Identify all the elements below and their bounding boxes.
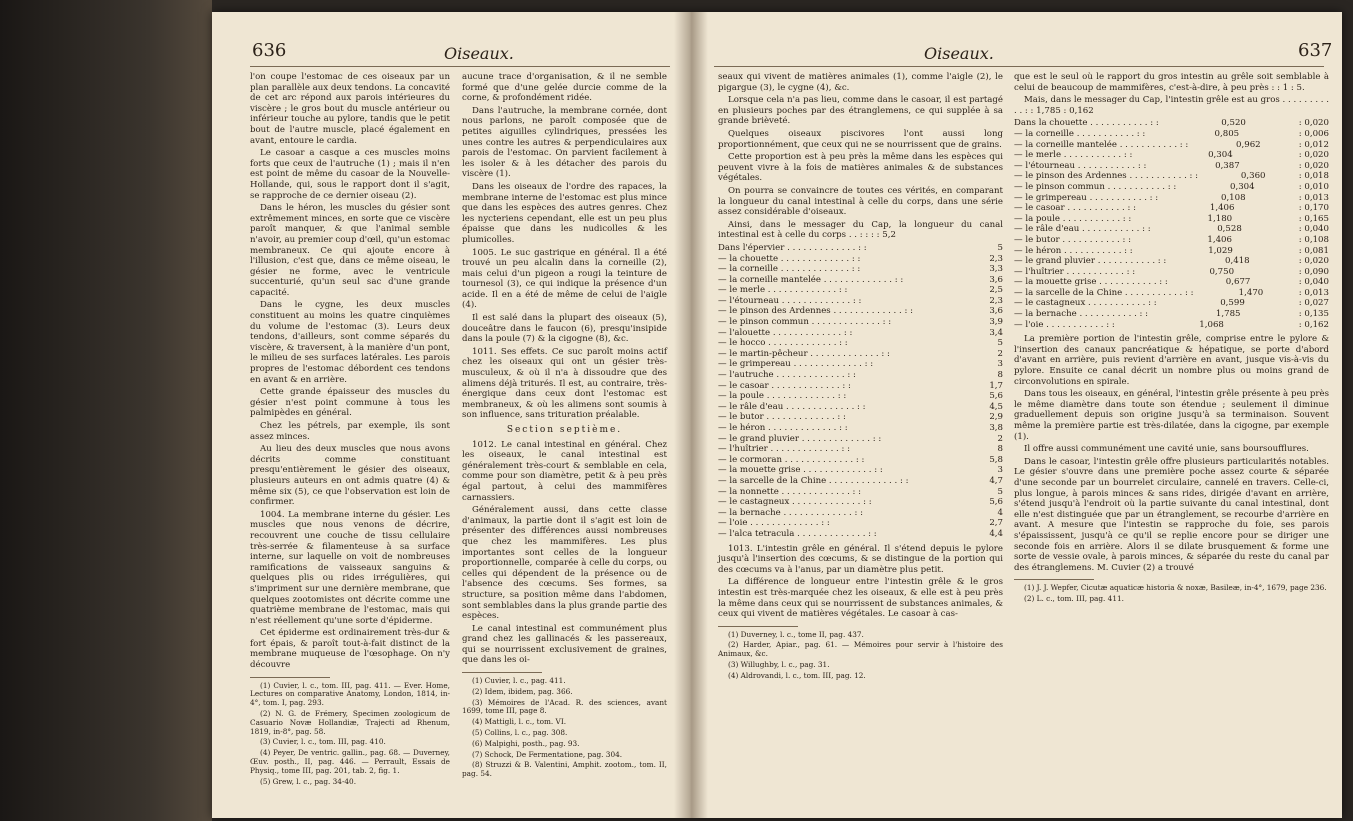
table-row	[1014, 203, 1329, 214]
list-item-value: 3,8	[989, 423, 1003, 433]
list-item	[718, 402, 1003, 413]
table-row-name: — le pinson des Ardennes . . . . . . . . . . . : :	[1014, 171, 1199, 182]
footnote: (3) Cuvier, l. c., tom. III, pag. 410.	[260, 737, 386, 747]
list-item-value: 8	[997, 444, 1003, 455]
list-item	[718, 370, 1003, 381]
table-row-name: — la corneille mantelée . . . . . . . . . . . : :	[1014, 139, 1189, 150]
table-row-name: — l'étourneau . . . . . . . . . . . : :	[1014, 160, 1147, 171]
table-row	[1014, 320, 1329, 331]
left-column-1	[250, 72, 450, 788]
paragraph: Dans le casoar, l'intestin grêle offre plusieurs particularités notables. Le gésier s'ouvre dans une première poche assez courte & séparée d'une seconde par un bourrelet circulaire, cannelé en travers. Celle-ci, plus longue, à parois minces & sans rides, dirigée d'avant en arrière, s'étend jusqu'à l'endroit où la partie suivante du canal intestinal, dont elle n'est distinguée que par un étranglement, se recourbe d'arrière en avant. A mesure que l'intestin se rapproche du foie, ses parois s'épaississent, jusqu'à ce qu'il se replie encore pour se diriger une seconde fois en arrière. Alors il se dilate brusquement & forme une sorte de vessie ovale, à parois minces, & séparée du reste du canal par des étranglemens. M. Cuvier (2) a trouvé	[1014, 456, 1329, 573]
table-row-name: Dans la chouette . . . . . . . . . . . : :	[1014, 118, 1159, 129]
right-column-2	[1014, 72, 1329, 606]
book-spread	[212, 12, 1342, 818]
list-item	[718, 359, 1003, 370]
list-item-value: 8	[997, 370, 1003, 381]
table-cell-large-intestine: : 0,012	[1298, 139, 1329, 150]
list-item	[718, 508, 1003, 519]
table-cell-small-intestine: 1,406	[1209, 203, 1235, 214]
list-item-value: 2,5	[989, 285, 1003, 296]
table-row-name: — la mouette grise . . . . . . . . . . . : :	[1014, 277, 1168, 288]
header-rule	[250, 66, 670, 67]
list-item	[718, 275, 1003, 286]
table-cell-large-intestine: : 0,081	[1298, 245, 1329, 256]
table-row	[1014, 161, 1329, 172]
list-item	[718, 423, 1003, 434]
paragraph: Il offre aussi communément une cavité unie, sans boursoufflures.	[1024, 444, 1309, 455]
table-cell-large-intestine: : 0,020	[1298, 118, 1329, 129]
list-item-name: — le grand pluvier . . . . . . . . . . . . . : :	[718, 433, 882, 444]
paragraph: 1012. Le canal intestinal en général. Chez les oiseaux, le canal intestinal est généralement très-court & semblable en cela, comme pour son diamètre, petit & à peu près égal partout, à celui des mammifères carnassiers.	[462, 439, 667, 503]
table-cell-small-intestine: 0,304	[1230, 181, 1255, 192]
table-cell-small-intestine: 0,108	[1220, 192, 1246, 203]
table-row-name: — l'oie . . . . . . . . . . . : :	[1014, 319, 1115, 330]
list-item-name: — le râle d'eau . . . . . . . . . . . . . : :	[718, 401, 866, 412]
paragraph: Dans le cygne, les deux muscles constituent au moins les quatre cinquièmes du volume de l'estomac (3). Leurs deux tendons, d'ailleurs, sont comme séparés du viscère, & traversent, à la manière d'un pont, le milieu de ses surfaces latérales. Les parois propres de l'estomac débordent ces tendons en avant & en arrière.	[250, 300, 450, 385]
footnote: (1) J. J. Wepfer, Cicutæ aquaticæ historia & noxæ, Basileæ, in-4°, 1679, page 236.	[1024, 583, 1327, 593]
list-item	[718, 338, 1003, 349]
list-item	[718, 518, 1003, 529]
footnote: (3) Mémoires de l'Acad. R. des sciences, avant 1699, tome III, page 8.	[462, 697, 667, 716]
list-item-name: — l'alouette . . . . . . . . . . . . . : :	[718, 327, 853, 338]
list-item-name: — la chouette . . . . . . . . . . . . . : :	[718, 253, 861, 264]
table-cell-large-intestine: : 0,013	[1298, 287, 1329, 298]
list-item-name: — la bernache . . . . . . . . . . . . . : :	[718, 507, 863, 518]
list-item	[718, 529, 1003, 540]
list-item-name: — l'alca tetracula . . . . . . . . . . . . . : :	[718, 528, 877, 539]
running-head: Oiseaux.	[924, 44, 994, 63]
list-item-value: 5	[997, 338, 1003, 349]
table-row	[1014, 214, 1329, 225]
table-row	[1014, 129, 1329, 140]
table-row-name: — le castagneux . . . . . . . . . . . : :	[1014, 298, 1157, 309]
list-item	[718, 285, 1003, 296]
paragraph: Au lieu des deux muscles que nous avons décrits comme constituant presqu'entièrement le gésier des oiseaux, plusieurs auteurs en ont admis quatre (4) & même six (5), ce que l'observation est loin de confirmer.	[250, 444, 450, 508]
list-item-value: 4,4	[989, 528, 1003, 539]
list-item-value: 4	[997, 507, 1003, 518]
paragraph: 1004. La membrane interne du gésier. Les muscles que nous venons de décrire, recouvrent une couche de tissu cellulaire très-serrée & filamenteuse à sa surface interne, sur laquelle on voit de nombreuses ramifications de vaisseaux sanguins & quelques plis ou rides irrégulières, qui s'impriment sur une dernière membrane, que quelques zootomistes ont décrite comme une quatrième membrane de l'estomac, mais qui n'est réellement qu'une sorte d'épiderme.	[250, 509, 450, 626]
list-item-name: — la corneille . . . . . . . . . . . . . : :	[718, 264, 861, 275]
list-item	[718, 455, 1003, 466]
list-item	[718, 381, 1003, 392]
list-item-name: — l'autruche . . . . . . . . . . . . . : :	[718, 370, 856, 381]
list-item-name: — l'huîtrier . . . . . . . . . . . . . : :	[718, 444, 851, 455]
list-item-value: 5,8	[989, 454, 1003, 465]
list-item	[718, 444, 1003, 455]
list-item-value: 5,6	[989, 497, 1003, 508]
table-row	[1014, 171, 1329, 182]
paragraph: La première portion de l'intestin grêle, comprise entre le pylore & l'insertion des canaux pancréatique & hépatique, se porte d'abord d'avant en arrière, puis revient d'arrière en avant, jusque vis-à-vis du pylore. Ensuite ce canal décrit un nombre plus ou moins grand de circonvolutions en spirale.	[1014, 334, 1329, 387]
footnote-rule	[250, 677, 330, 678]
list-item-name: Dans l'épervier . . . . . . . . . . . . . : :	[718, 242, 867, 253]
table-row-name: — la bernache . . . . . . . . . . . : :	[1014, 309, 1149, 320]
footnote: (1) Duverney, l. c., tome II, pag. 437.	[728, 629, 864, 639]
paragraph: Cet épiderme est ordinairement très-dur & fort épais, & paroît tout-à-fait distinct de la membrane muqueuse de l'œsophage. On n'y découvre	[250, 628, 450, 671]
list-item-value: 3,6	[989, 306, 1003, 317]
table-cell-large-intestine: : 0,090	[1298, 266, 1329, 277]
table-row	[1014, 224, 1329, 235]
table-cell-large-intestine: : 0,165	[1298, 213, 1329, 224]
footnote: (3) Willughby, l. c., pag. 31.	[728, 660, 830, 670]
footnote: (2) L. c., tom. III, pag. 411.	[1024, 594, 1124, 604]
paragraph: Dans l'autruche, la membrane cornée, dont nous parlons, ne paroît composée que de petites aiguilles cylindriques, pressées les unes contre les autres & perpendiculaires aux parois de l'estomac. On parvient facilement à les isoler & à les détacher des parois du viscère (1).	[462, 105, 667, 180]
section-title: Section septième.	[506, 425, 623, 435]
table-cell-small-intestine: 0,520	[1221, 118, 1246, 129]
list-item-name: — le grimpereau . . . . . . . . . . . . . : :	[718, 359, 874, 370]
paragraph: 1013. L'intestin grêle en général. Il s'étend depuis le pylore jusqu'à l'insertion des cœcums, & se distingue de la portion qui des cœcums va à l'anus, par un diamètre plus petit.	[718, 543, 1003, 575]
footnote: (5) Grew, l. c., pag. 34-40.	[260, 776, 357, 786]
table-row-name: — le héron . . . . . . . . . . . : :	[1014, 245, 1133, 256]
table-cell-small-intestine: 0,304	[1208, 150, 1233, 161]
list-item-value: 5	[997, 242, 1003, 253]
table-row-name: — le merle . . . . . . . . . . . : :	[1014, 150, 1133, 161]
list-item-value: 2,7	[989, 518, 1003, 529]
list-item-value: 3,4	[989, 327, 1003, 338]
list-item-name: — le butor . . . . . . . . . . . . . : :	[718, 412, 846, 423]
header-rule	[714, 66, 1324, 67]
table-cell-large-intestine: : 0,006	[1298, 128, 1329, 139]
table-row-name: — le grimpereau . . . . . . . . . . . : :	[1014, 192, 1159, 203]
intestine-table	[1014, 118, 1329, 330]
left-page	[212, 12, 682, 818]
list-item	[718, 328, 1003, 339]
table-cell-small-intestine: 1,180	[1207, 213, 1233, 224]
table-row	[1014, 309, 1329, 320]
list-item	[718, 434, 1003, 445]
footnote: (2) Idem, ibidem, pag. 366.	[472, 686, 573, 696]
list-item-value: 3,9	[989, 317, 1003, 328]
table-row	[1014, 235, 1329, 246]
footnote: (8) Struzzi & B. Valentini, Amphit. zootom., tom. II, pag. 54.	[462, 760, 667, 779]
table-cell-large-intestine: : 0,108	[1298, 234, 1329, 245]
list-item-name: — l'oie . . . . . . . . . . . . . : :	[718, 518, 830, 529]
paragraph: Dans les oiseaux de l'ordre des rapaces, la membrane interne de l'estomac est plus mince que dans les espèces des autres genres. Chez les nycteriens cependant, elle est un peu plus épaisse que dans les nudicolles & les plumicolles.	[462, 181, 667, 245]
list-item-value: 5,6	[989, 391, 1003, 402]
list-item-value: 3,3	[989, 264, 1003, 275]
footnote-rule	[462, 672, 542, 673]
paragraph: l'on coupe l'estomac de ces oiseaux par un plan parallèle aux deux tendons. La concavité de cet arc répond aux parois intérieures du viscère ; le gros bout du muscle antérieur ou inférieur touche au pylore, tandis que le petit bout de l'autre muscle, placé également en avant, entoure le cardia.	[250, 72, 450, 146]
table-row-name: — la corneille . . . . . . . . . . . : :	[1014, 128, 1146, 139]
table-row	[1014, 182, 1329, 193]
paragraph: Mais, dans le messager du Cap, l'intestin grêle est au gros . . . . . . . . . . . : : 1,785 : 0,162	[1014, 95, 1329, 116]
table-row	[1014, 277, 1329, 288]
table-cell-large-intestine: : 0,013	[1298, 192, 1329, 203]
footnote: (6) Malpighi, posth., pag. 93.	[472, 738, 580, 748]
footnote-rule	[718, 626, 798, 627]
table-cell-small-intestine: 0,599	[1220, 298, 1245, 309]
table-cell-large-intestine: : 0,040	[1298, 277, 1329, 288]
paragraph: 1011. Ses effets. Ce suc paroît moins actif chez les oiseaux qui ont un gésier très-musculeux, & où il n'a à dissoudre que des alimens déjà triturés. Il est, au contraire, très-énergique dans ceux dont l'estomac est membraneux, & où les alimens sont soumis à son influence, sans trituration préalable.	[462, 346, 667, 421]
table-row-name: — le casoar . . . . . . . . . . . : :	[1014, 203, 1136, 214]
footnote: (4) Mattigli, l. c., tom. VI.	[472, 717, 567, 727]
paragraph: Dans le héron, les muscles du gésier sont extrêmement minces, en sorte que ce viscère paroît manquer, & que l'animal semble n'avoir, au premier coup d'œil, qu'un estomac membraneux. Ce qui ajoute encore à l'illusion, c'est que, dans ce même oiseau, le gésier ne forme, avec le ventricule succenturié, qu'un seul sac d'une grande capacité.	[250, 203, 450, 298]
list-item-value: 5	[997, 486, 1003, 497]
table-row-name: — le butor . . . . . . . . . . . : :	[1014, 234, 1132, 245]
book-edge	[0, 0, 212, 821]
table-cell-small-intestine: 1,068	[1199, 319, 1224, 330]
list-item-name: — la corneille mantelée . . . . . . . . . . . . . : :	[718, 274, 904, 285]
table-cell-small-intestine: 1,470	[1238, 287, 1264, 298]
table-cell-large-intestine: : 0,162	[1298, 319, 1329, 330]
table-cell-large-intestine: : 0,027	[1298, 298, 1329, 309]
table-row	[1014, 288, 1329, 299]
list-item-value: 2,3	[989, 295, 1003, 306]
list-item-value: 2,3	[989, 253, 1003, 264]
table-cell-large-intestine: : 0,020	[1298, 256, 1329, 267]
list-item-name: — le casoar . . . . . . . . . . . . . : :	[718, 380, 851, 391]
paragraph: Dans tous les oiseaux, en général, l'intestin grêle présente à peu près le même diamètre dans toute son étendue ; seulement il diminue graduellement depuis son origine jusqu'à sa terminaison. Souvent même la première partie est très-dilatée, dans la cigogne, par exemple (1).	[1014, 389, 1329, 442]
list-item-name: — la nonnette . . . . . . . . . . . . . : :	[718, 486, 862, 497]
list-item-name: — la mouette grise . . . . . . . . . . . . . : :	[718, 465, 883, 476]
footnote-rule	[1014, 579, 1094, 580]
table-cell-large-intestine: : 0,010	[1298, 181, 1329, 192]
table-cell-small-intestine: 0,962	[1236, 139, 1261, 150]
list-item-name: — le hocco . . . . . . . . . . . . . : :	[718, 338, 848, 349]
paragraph: Généralement aussi, dans cette classe d'animaux, la partie dont il s'agit est loin de présenter des différences aussi nombreuses que chez les mammifères. Les plus importantes sont celles de la longueur proportionnelle, comparée à celle du corps, ou celles qui dépendent de la présence ou de l'absence des cœcums. Ses formes, sa structure, sa position même dans l'abdomen, sont semblables dans la plus grande partie des espèces.	[462, 505, 667, 622]
paragraph: Cette proportion est à peu près la même dans les espèces qui peuvent vivre à la fois de matières animales & de substances végétales.	[718, 152, 1003, 184]
ratio-list	[718, 243, 1003, 540]
footnote: (1) Cuvier, l. c., tom. III, pag. 411. — Ever. Home, Lectures on comparative Anatomy, London, 1814, in-4°, tom. I, pag. 293.	[250, 680, 450, 708]
table-cell-small-intestine: 1,029	[1208, 245, 1233, 256]
list-item-name: — le martin-pêcheur . . . . . . . . . . . . . : :	[718, 348, 890, 359]
right-page	[704, 12, 1342, 818]
table-cell-large-intestine: : 0,040	[1298, 224, 1329, 235]
table-cell-small-intestine: 0,528	[1217, 224, 1242, 235]
paragraph: Chez les pétrels, par exemple, ils sont assez minces.	[250, 421, 450, 442]
list-item	[718, 349, 1003, 360]
table-cell-small-intestine: 0,360	[1240, 171, 1266, 182]
table-cell-large-intestine: : 0,135	[1298, 309, 1329, 320]
table-row-name: — le grand pluvier . . . . . . . . . . . : :	[1014, 256, 1167, 267]
list-item	[718, 487, 1003, 498]
running-head: Oiseaux.	[444, 44, 514, 63]
paragraph: Ainsi, dans le messager du Cap, la longueur du canal intestinal est à celle du corps . . : : : : 5,2	[718, 219, 1003, 241]
table-cell-large-intestine: : 0,170	[1298, 203, 1329, 214]
paragraph: Le canal intestinal est communément plus grand chez les gallinacés & les passereaux, qui se nourrissent exclusivement de graines, que dans les oi-	[462, 623, 667, 666]
table-row-name: — le pinson commun . . . . . . . . . . . : :	[1014, 181, 1177, 192]
list-item	[718, 296, 1003, 307]
footnote: (7) Schock, De Fermentatione, pag. 304.	[472, 749, 623, 759]
list-item	[718, 243, 1003, 254]
list-item-name: — l'étourneau . . . . . . . . . . . . . : :	[718, 295, 862, 306]
paragraph: aucune trace d'organisation, & il ne semble formé que d'une gelée durcie comme de la corne, & profondément ridée.	[462, 72, 667, 104]
paragraph: La différence de longueur entre l'intestin grêle & le gros intestin est très-marquée chez les oiseaux, & elle est à peu près la même dans ceux qui se nourrissent de substances animales, & ceux qui vivent de matières végétales. Le casoar à cas-	[718, 577, 1003, 620]
paragraph: seaux qui vivent de matières animales (1), comme l'aigle (2), le pigargue (3), le cygne (4), &c.	[718, 72, 1003, 93]
table-cell-small-intestine: 0,418	[1225, 256, 1250, 267]
list-item-value: 4,7	[989, 475, 1003, 486]
list-item-value: 1,7	[989, 380, 1003, 391]
table-row	[1014, 118, 1329, 129]
list-item-name: — la sarcelle de la Chine . . . . . . . . . . . . . : :	[718, 475, 909, 486]
list-item	[718, 264, 1003, 275]
paragraph: Il est salé dans la plupart des oiseaux (5), douceâtre dans le faucon (6), presqu'insipide dans la poule (7) & la cigogne (8), &c.	[462, 313, 667, 345]
table-row-name: — la poule . . . . . . . . . . . : :	[1014, 213, 1132, 224]
list-item-value: 3	[997, 359, 1003, 370]
table-row-name: — l'huîtrier . . . . . . . . . . . : :	[1014, 266, 1136, 277]
list-item-name: — le castagneux . . . . . . . . . . . . . : :	[718, 497, 872, 508]
footnote: (2) Harder, Apiar., pag. 61. — Mémoires pour servir à l'histoire des Animaux, &c.	[718, 640, 1003, 659]
table-cell-small-intestine: 0,805	[1214, 128, 1240, 139]
list-item	[718, 412, 1003, 423]
list-item-name: — le pinson commun . . . . . . . . . . . . . : :	[718, 317, 892, 328]
list-item	[718, 476, 1003, 487]
list-item-value: 2	[997, 348, 1003, 359]
page-number: 636	[252, 40, 287, 61]
paragraph: Lorsque cela n'a pas lieu, comme dans le casoar, il est partagé en plusieurs poches par des étranglemens, ce qui supplée à sa grande brièveté.	[718, 95, 1003, 127]
list-item-name: — le pinson des Ardennes . . . . . . . . . . . . . : :	[718, 306, 914, 317]
table-row	[1014, 298, 1329, 309]
footnote: (4) Aldrovandi, l. c., tom. III, pag. 12.	[728, 670, 866, 680]
list-item-name: — le merle . . . . . . . . . . . . . : :	[718, 285, 848, 296]
list-item-value: 4,5	[989, 401, 1003, 412]
page-number: 637	[1298, 40, 1333, 61]
paragraph: que est le seul où le rapport du gros intestin au grêle soit semblable à celui de beaucoup de mammifères, c'est-à-dire, à peu près : : 1 : 5.	[1014, 72, 1329, 93]
footnote: (5) Collins, l. c., pag. 308.	[472, 728, 568, 738]
list-item	[718, 465, 1003, 476]
list-item	[718, 306, 1003, 317]
table-cell-large-intestine: : 0,020	[1298, 160, 1329, 171]
footnote: (4) Peyer, De ventric. gallin., pag. 68. — Duverney, Œuv. posth., II, pag. 446. — Perrault, Essais de Physiq., tome III, pag. 201, tab. 2, fig. 1.	[250, 748, 450, 775]
list-item	[718, 317, 1003, 328]
table-row	[1014, 256, 1329, 267]
table-row	[1014, 267, 1329, 278]
list-item-value: 3	[997, 465, 1003, 476]
paragraph: 1005. Le suc gastrique en général. Il a été trouvé un peu alcalin dans la corneille (2), mais celui d'un pigeon a rougi la teinture de tournesol (3), ce qui indique la présence d'un acide. Il en a été de même de celui de l'aigle (4).	[462, 247, 667, 311]
table-row-name: — le râle d'eau . . . . . . . . . . . : :	[1014, 224, 1151, 235]
table-row	[1014, 140, 1329, 151]
table-cell-large-intestine: : 0,020	[1298, 150, 1329, 161]
list-item-name: — la poule . . . . . . . . . . . . . : :	[718, 391, 847, 402]
list-item-name: — le cormoran . . . . . . . . . . . . . : :	[718, 454, 865, 465]
paragraph: Quelques oiseaux piscivores l'ont aussi long proportionnément, que ceux qui ne se nourrissent que de grains.	[718, 128, 1003, 150]
right-column-1	[718, 72, 1003, 683]
list-item-value: 3,6	[989, 274, 1003, 285]
table-row	[1014, 193, 1329, 204]
list-item	[718, 391, 1003, 402]
list-item-value: 2	[997, 433, 1003, 444]
table-row-name: — la sarcelle de la Chine . . . . . . . . . . . : :	[1014, 287, 1194, 298]
table-cell-small-intestine: 1,406	[1207, 234, 1232, 245]
footnote: (1) Cuvier, l. c., pag. 411.	[472, 676, 566, 686]
table-cell-small-intestine: 0,750	[1209, 266, 1235, 277]
paragraph: On pourra se convaincre de toutes ces vérités, en comparant la longueur du canal intestinal à celle du corps, dans une série assez considérable d'oiseaux.	[718, 185, 1003, 218]
list-item-name: — le héron . . . . . . . . . . . . . : :	[718, 423, 848, 433]
footnote: (2) N. G. de Frémery, Specimen zoologicum de Casuario Novæ Hollandiæ, Trajecti ad Rhenum, 1819, in-8°, pag. 58.	[250, 709, 450, 736]
table-row	[1014, 246, 1329, 257]
table-row	[1014, 150, 1329, 161]
table-cell-small-intestine: 0,387	[1215, 160, 1240, 171]
left-column-2	[462, 72, 667, 781]
paragraph: Cette grande épaisseur des muscles du gésier n'est point commune à tous les palmipèdes en général.	[250, 387, 450, 419]
table-cell-small-intestine: 0,677	[1225, 277, 1251, 288]
table-cell-small-intestine: 1,785	[1215, 309, 1241, 320]
list-item	[718, 497, 1003, 508]
paragraph: Le casoar a casque a ces muscles moins forts que ceux de l'autruche (1) ; mais il n'en est point de même du casoar de la Nouvelle-Hollande, qui, sous le rapport dont il s'agit, se rapproche de ce dernier oiseau (2).	[250, 148, 450, 201]
list-item-value: 2,9	[989, 412, 1003, 423]
table-cell-large-intestine: : 0,018	[1298, 171, 1329, 182]
list-item	[718, 254, 1003, 265]
